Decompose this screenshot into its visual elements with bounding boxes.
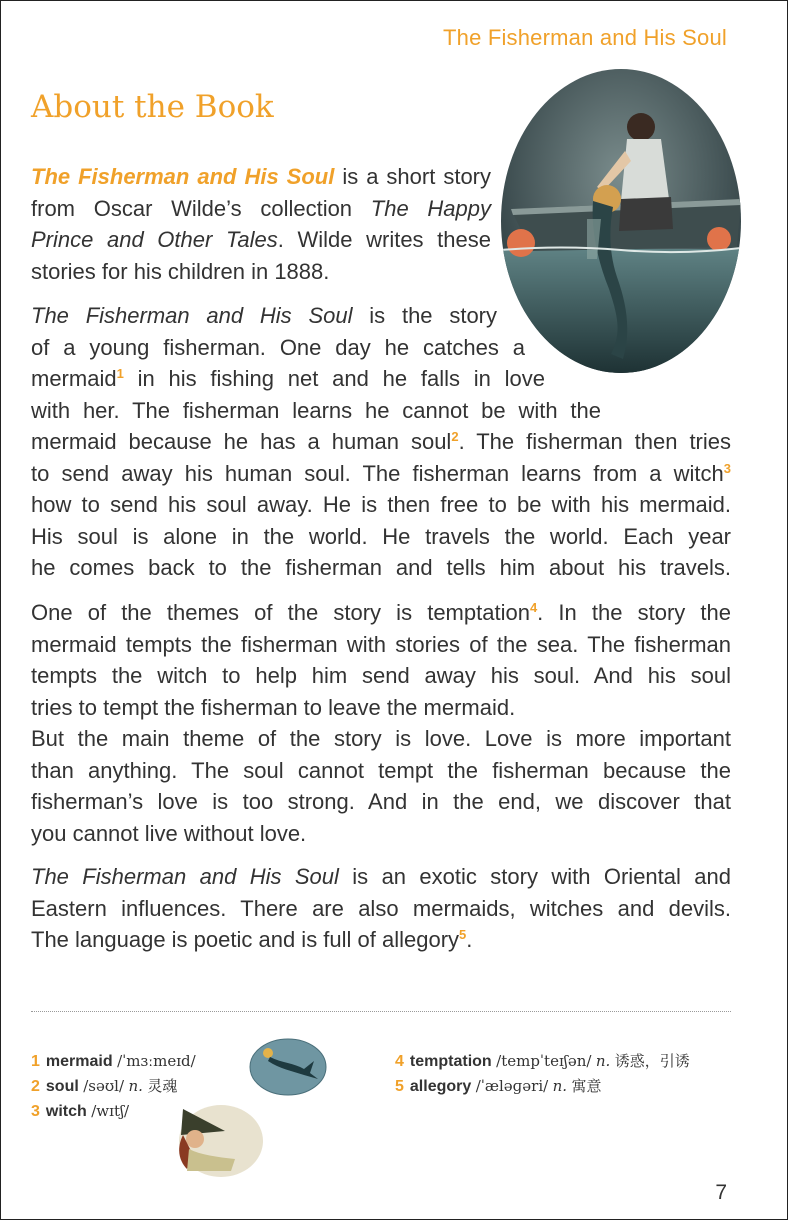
text-span: is an exotic story with Oriental and (338, 864, 731, 889)
glossary-entry (31, 1049, 261, 1074)
glossary-ipa: /ˈmɜːmeɪd/ (117, 1052, 196, 1070)
text-line: of a young fisherman. One day he catches a (31, 334, 525, 360)
text-line: fisherman’s love is too strong. And in the end, we discover that (31, 789, 731, 814)
text-span: . In the story the (537, 600, 731, 625)
section-heading: About the Book (31, 89, 274, 125)
glossary-entry (395, 1049, 735, 1074)
paragraph-intro (31, 161, 491, 287)
book-title-italic: The Happy (370, 195, 492, 221)
glossary-word: witch (45, 1103, 87, 1120)
glossary-entry (395, 1074, 735, 1099)
glossary-number: 5 (395, 1078, 404, 1095)
text-line: you cannot live without love. (31, 820, 307, 846)
text-line: how to send his soul away. He is then free to be with his mermaid. (31, 492, 731, 517)
glossary-ipa: /tempˈteɪʃən/ (496, 1052, 592, 1070)
text-span: is the story (352, 303, 498, 328)
footnote-marker[interactable]: 1 (116, 366, 124, 381)
footnote-marker[interactable]: 4 (529, 600, 538, 615)
text-line: than anything. The soul cannot tempt the fisherman because the (31, 757, 731, 783)
glossary-ipa: /ˈæləɡəri/ (475, 1077, 549, 1095)
page-number: 7 (715, 1181, 727, 1204)
glossary-number: 1 (31, 1053, 40, 1070)
text-span: . Wilde writes these (277, 227, 491, 252)
glossary-word: temptation (409, 1053, 492, 1070)
witch-thumbnail (165, 1095, 265, 1179)
glossary-number: 3 (31, 1103, 40, 1120)
glossary-number: 2 (31, 1078, 40, 1095)
footnote-marker[interactable]: 5 (459, 927, 467, 942)
glossary-ipa: /səʊl/ (83, 1077, 125, 1095)
text-span: One of the themes of the story is temptation (31, 600, 530, 625)
book-title: The Fisherman and His Soul (31, 164, 335, 189)
glossary-pos: n. (128, 1077, 143, 1095)
glossary-number: 4 (395, 1053, 404, 1070)
text-line: with her. The fisherman learns he cannot be with the (31, 397, 601, 423)
text-span: The language is poetic and is full of allegory (31, 927, 460, 952)
book-title-italic: The Fisherman and His Soul (31, 864, 339, 889)
text-line: Eastern influences. There are also mermaids, witches and devils. (31, 895, 731, 921)
glossary-definition: 诱惑，引诱 (614, 1053, 690, 1070)
glossary-word: allegory (409, 1078, 472, 1095)
text-line: he comes back to the fisherman and tells him about his travels. (31, 555, 731, 580)
mermaid-thumbnail (244, 1033, 328, 1097)
glossary-ipa: /wɪtʃ/ (91, 1102, 130, 1120)
book-title-italic: The Fisherman and His Soul (31, 303, 353, 328)
text-span: from Oscar Wilde’s collection (31, 195, 371, 221)
text-line: tries to tempt the fisherman to leave the mermaid. (31, 694, 516, 720)
paragraph-style (31, 861, 731, 956)
glossary-word: mermaid (45, 1053, 113, 1070)
text-line: But the main theme of the story is love. Love is more important (31, 726, 731, 751)
text-span: to send away his human soul. The fisherman learns from a witch (31, 460, 724, 486)
paragraph-summary (31, 300, 731, 584)
text-span: . The fisherman then tries (458, 429, 732, 454)
glossary-pos: n. (552, 1077, 568, 1095)
footnote-divider (31, 1011, 731, 1012)
text-line: mermaid tempts the fisherman with stories of the sea. The fisherman (31, 631, 731, 657)
text-span: mermaid (31, 366, 117, 391)
text-span: mermaid because he has a human soul (31, 429, 452, 454)
running-head: The Fisherman and His Soul (443, 25, 727, 50)
glossary-definition: 寓意 (571, 1078, 602, 1095)
text-line: tempts the witch to help him send away his soul. And his soul (31, 663, 731, 688)
glossary-right-column (395, 1049, 735, 1099)
text-span: in his fishing net and he falls in love (123, 366, 545, 391)
text-line: His soul is alone in the world. He travels the world. Each year (31, 523, 731, 549)
text-span: is a short story (334, 164, 491, 189)
paragraph-themes (31, 597, 731, 849)
footnote-marker[interactable]: 3 (723, 460, 731, 476)
text-span: . (466, 927, 473, 952)
glossary-word: soul (45, 1078, 79, 1095)
book-title-italic: Prince and Other Tales (31, 227, 278, 252)
glossary-pos: n. (595, 1052, 611, 1070)
glossary-definition: 灵魂 (147, 1078, 178, 1095)
text-line: stories for his children in 1888. (31, 258, 330, 284)
footnote-marker[interactable]: 2 (451, 429, 459, 444)
